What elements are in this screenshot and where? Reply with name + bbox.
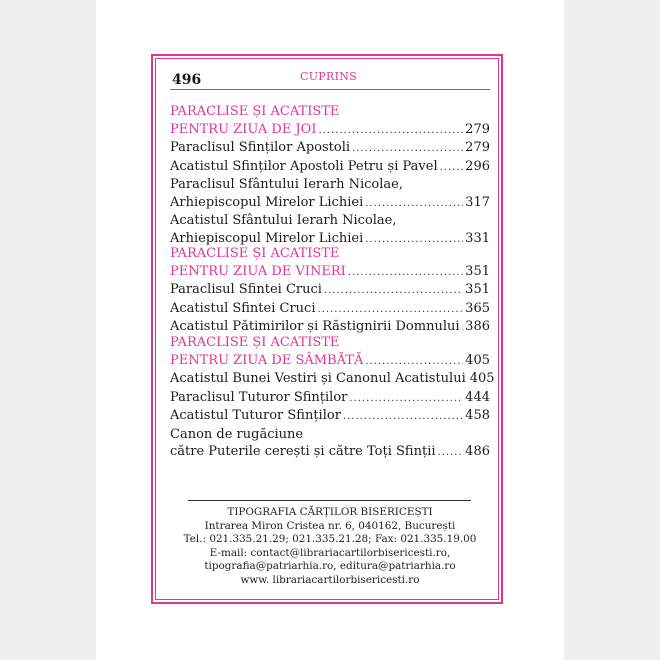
publisher-footer <box>160 506 500 588</box>
entry-title: Paraclisul Sfinților Apostoli <box>170 140 351 155</box>
publisher-name: TIPOGRAFIA CĂRȚILOR BISERICEȘTI <box>227 506 433 518</box>
leader-dots <box>438 444 464 462</box>
toc-entry[interactable] <box>170 194 490 213</box>
leader-dots <box>352 140 463 158</box>
leader-dots <box>440 159 464 177</box>
entry-title: Acatistul Pătimirilor și Răstignirii Domnului <box>170 319 460 334</box>
page-ref: 279 <box>465 121 490 137</box>
entry-title: Paraclisul Tuturor Sfinților <box>170 389 348 405</box>
page-ref: 279 <box>465 140 490 155</box>
header-rule <box>170 89 490 90</box>
page-ref: 296 <box>465 158 490 174</box>
toc-section-sambata <box>170 334 495 462</box>
toc-section-joi <box>170 103 490 248</box>
toc-entry-section-heading[interactable] <box>170 121 490 140</box>
toc-section-vineri <box>170 245 490 337</box>
leader-dots <box>324 282 463 300</box>
leader-dots <box>365 353 463 371</box>
page-ref: 458 <box>465 408 490 423</box>
publisher-email: E-mail: contact@librariacartilorbisericesti.ro, <box>209 546 451 559</box>
section-title: PENTRU ZIUA DE JOI <box>170 121 317 137</box>
page-ref: 351 <box>465 263 490 279</box>
entry-title-line1: Paraclisul Sfântului Ierarh Nicolae, <box>170 177 403 192</box>
section-title: PARACLISE ȘI ACATISTE <box>170 335 340 350</box>
toc-entry[interactable] <box>170 443 490 462</box>
section-title: PARACLISE ȘI ACATISTE <box>170 246 340 261</box>
entry-title: Arhiepiscopul Mirelor Lichiei <box>170 230 364 246</box>
entry-title-line1: Canon de rugăciune <box>170 426 304 442</box>
page-ref: 331 <box>465 230 490 246</box>
page-ref: 486 <box>465 444 490 459</box>
entry-title: Arhiepiscopul Mirelor Lichiei <box>170 194 364 210</box>
toc-entry-section-heading[interactable] <box>170 352 490 371</box>
entry-title: către Puterile cerești și către Toți Sfinții <box>170 444 436 459</box>
page-ref: 405 <box>465 352 490 368</box>
leader-dots <box>348 264 463 282</box>
entry-title-line1: Acatistul Sfântului Ierarh Nicolae, <box>170 213 397 228</box>
footer-rule <box>188 500 471 501</box>
toc-entry[interactable] <box>170 281 490 300</box>
toc-entry-section-heading[interactable] <box>170 263 490 282</box>
section-title: PENTRU ZIUA DE SÂMBĂTĂ <box>170 352 364 368</box>
toc-entry[interactable] <box>170 139 490 158</box>
leader-dots <box>349 390 463 408</box>
page-ref: 365 <box>465 300 490 316</box>
entry-title: Acatistul Tuturor Sfinților <box>170 408 341 423</box>
toc-entry[interactable] <box>170 370 495 389</box>
page-ref: 317 <box>465 194 490 210</box>
publisher-address: Intrarea Miron Cristea nr. 6, 040162, București <box>204 519 456 532</box>
section-title: PENTRU ZIUA DE VINERI <box>170 263 346 279</box>
entry-title: Paraclisul Sfintei Cruci <box>170 282 322 297</box>
page-ref: 351 <box>465 282 490 297</box>
publisher-email-2: tipografia@patriarhia.ro, editura@patriarhia.ro <box>204 560 456 573</box>
page-ref: 386 <box>465 319 490 334</box>
publisher-phone: Tel.: 021.335.21.29; 021.335.21.28; Fax: 021.335.19.00 <box>183 533 477 546</box>
running-head: CUPRINS <box>300 70 357 83</box>
leader-dots <box>318 122 463 140</box>
page-ref: 405 <box>469 371 495 386</box>
entry-title: Acatistul Sfintei Cruci <box>170 300 316 316</box>
page-ref: 444 <box>465 389 490 405</box>
toc-entry[interactable] <box>170 158 490 177</box>
toc-entry[interactable] <box>170 407 490 426</box>
publisher-website: www. librariacartilorbisericesti.ro <box>240 573 420 586</box>
toc-entry[interactable] <box>170 389 490 408</box>
toc-entry[interactable] <box>170 300 490 319</box>
page-number: 496 <box>172 72 202 88</box>
entry-title: Acatistul Sfinților Apostoli Petru și Pavel <box>170 158 438 174</box>
leader-dots <box>343 408 463 426</box>
section-title: PARACLISE ȘI ACATISTE <box>170 104 340 119</box>
leader-dots <box>318 301 464 319</box>
leader-dots <box>365 195 463 213</box>
entry-title: Acatistul Bunei Vestiri și Canonul Acatistului <box>170 371 466 386</box>
